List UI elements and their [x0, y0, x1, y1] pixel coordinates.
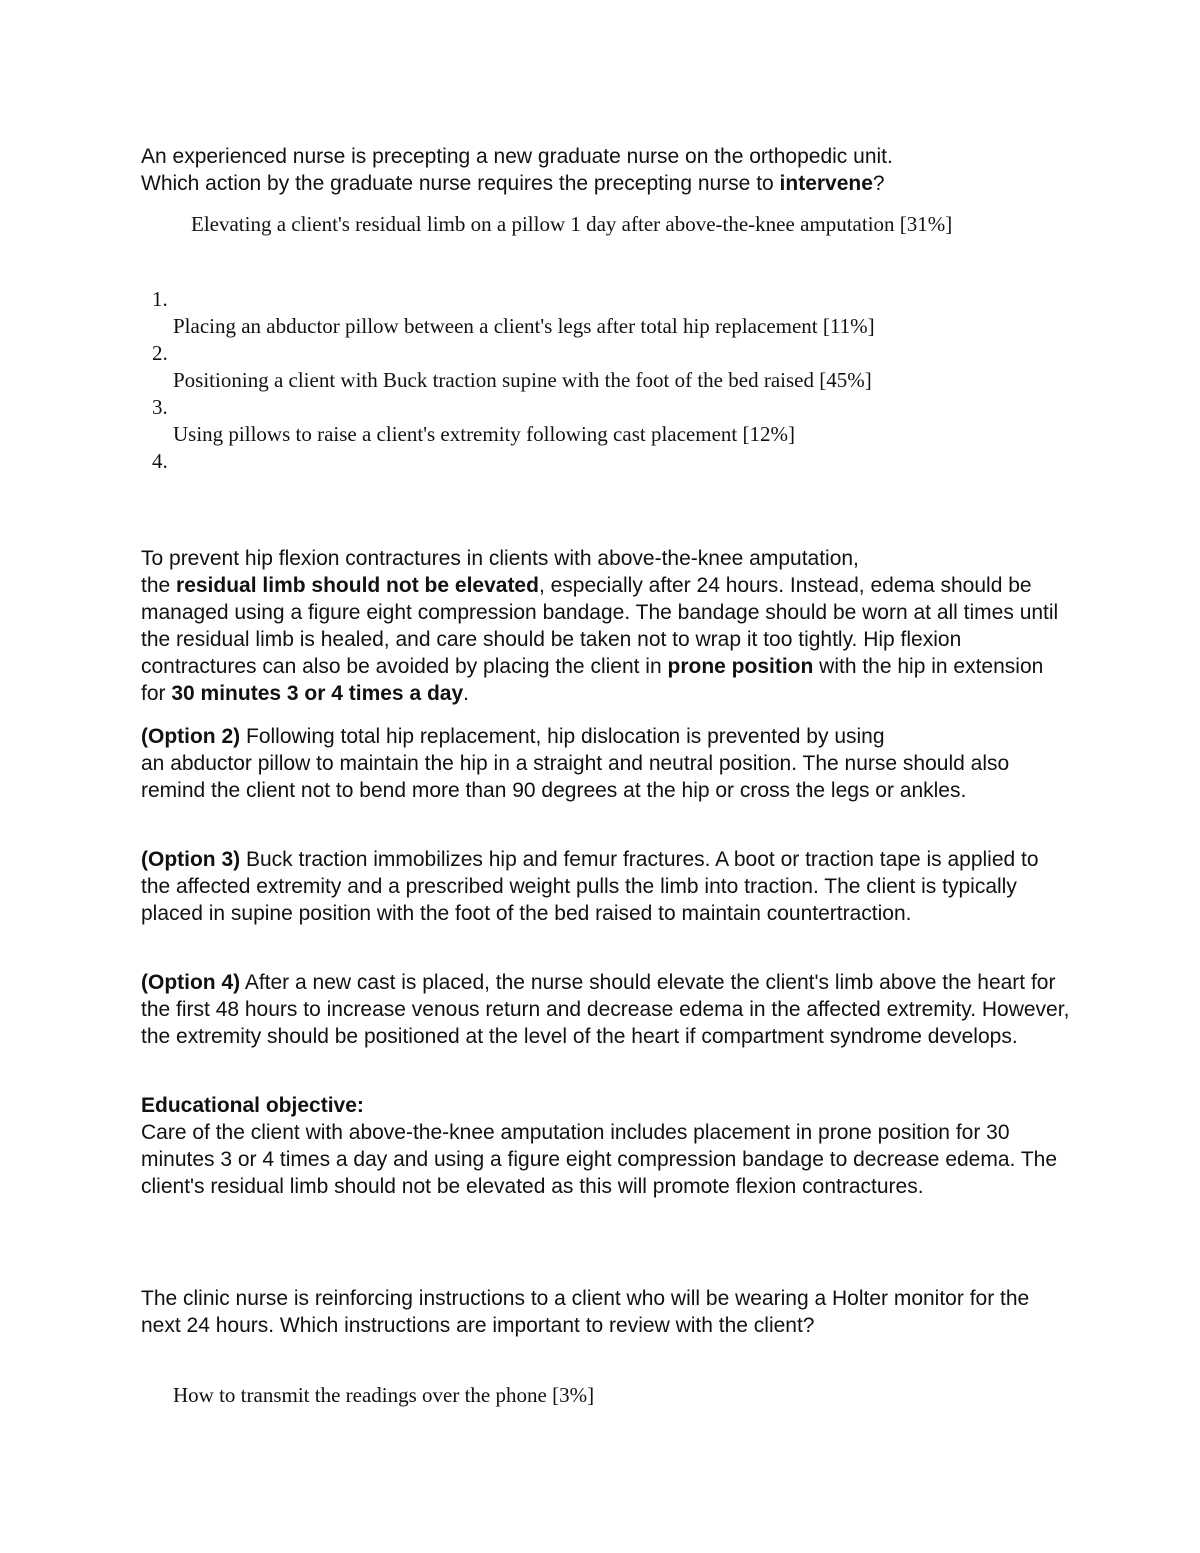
- stem-line-1: An experienced nurse is precepting a new graduate nurse on the orthopedic unit.: [141, 145, 893, 168]
- option-2-label: (Option 2): [141, 725, 241, 748]
- question-1-stem: [141, 143, 1071, 197]
- choice-number-4: 4.: [152, 449, 168, 473]
- explanation-text: with the hip in extension for: [141, 655, 1044, 705]
- explanation-bold-residual: residual limb should not be elevated: [176, 574, 539, 597]
- objective-text: Care of the client with above-the-knee amputation includes placement in prone position for 30 minutes 3 or 4 times a day and using a figure eight compression bandage to decrease edema. The client's residual limb should not be elevated as this will promote flexion contractures.: [141, 1121, 1058, 1198]
- option-3-text: Buck traction immobilizes hip and femur fractures. A boot or traction tape is applied to the affected extremity and a prescribed weight pulls the limb into traction. The client is typically placed in supine position with the foot of the bed raised to maintain countertraction.: [141, 848, 1039, 925]
- choice-number-2: 2.: [152, 341, 168, 365]
- option-4-label: (Option 4): [141, 971, 241, 994]
- educational-objective: [141, 1092, 1071, 1200]
- explanation-text: , especially after 24 hours. Instead, edema should be managed using a figure eight compression bandage. The bandage should be worn at all times until the residual limb is healed, and care should be taken not to wrap it too tightly. Hip flexion contractures can also be avoided by placing the client in: [141, 574, 1059, 678]
- explanation-text: the: [141, 574, 177, 597]
- question-1-choice-top: Elevating a client's residual limb on a pillow 1 day after above-the-knee amputation [31%]: [191, 212, 953, 236]
- choice-option-2: Placing an abductor pillow between a client's legs after total hip replacement [11%]: [173, 314, 875, 338]
- explanation-bold-duration: 30 minutes 3 or 4 times a day: [171, 682, 464, 705]
- option-4-explanation: [141, 969, 1071, 1050]
- objective-title: Educational objective:: [141, 1094, 364, 1117]
- option-2-text: Following total hip replacement, hip dislocation is prevented by using: [240, 725, 885, 748]
- stem-line-2-end: ?: [872, 172, 885, 195]
- question-2-stem: The clinic nurse is reinforcing instructions to a client who will be wearing a Holter monitor for the next 24 hours. Which instructions are important to review with the client?: [141, 1287, 1030, 1337]
- option-2-text-cont: an abductor pillow to maintain the hip in a straight and neutral position. The nurse should also remind the client not to bend more than 90 degrees at the hip or cross the legs or ankles.: [141, 752, 1010, 802]
- explanation-bold-prone: prone position: [667, 655, 814, 678]
- option-3-label: (Option 3): [141, 848, 241, 871]
- explanation-line-1: To prevent hip flexion contractures in clients with above-the-knee amputation,: [141, 547, 859, 570]
- explanation-paragraph: [141, 545, 1071, 707]
- choice-option-3: Positioning a client with Buck traction supine with the foot of the bed raised [45%]: [173, 368, 872, 392]
- option-3-explanation: [141, 846, 1071, 927]
- question-2-choice-top: How to transmit the readings over the phone [3%]: [173, 1383, 595, 1407]
- choice-number-3: 3.: [152, 395, 168, 419]
- stem-line-2-text: Which action by the graduate nurse requires the precepting nurse to: [141, 172, 780, 195]
- option-2-explanation: [141, 723, 1071, 804]
- stem-emphasis: intervene: [779, 172, 873, 195]
- choice-number-1: 1.: [152, 287, 168, 311]
- choice-option-4: Using pillows to raise a client's extremity following cast placement [12%]: [173, 422, 795, 446]
- explanation-text: .: [463, 682, 469, 705]
- option-4-text: After a new cast is placed, the nurse should elevate the client's limb above the heart for the first 48 hours to increase venous return and decrease edema in the affected extremity. However, the extremity should be positioned at the level of the heart if compartment syndrome develops.: [141, 971, 1070, 1048]
